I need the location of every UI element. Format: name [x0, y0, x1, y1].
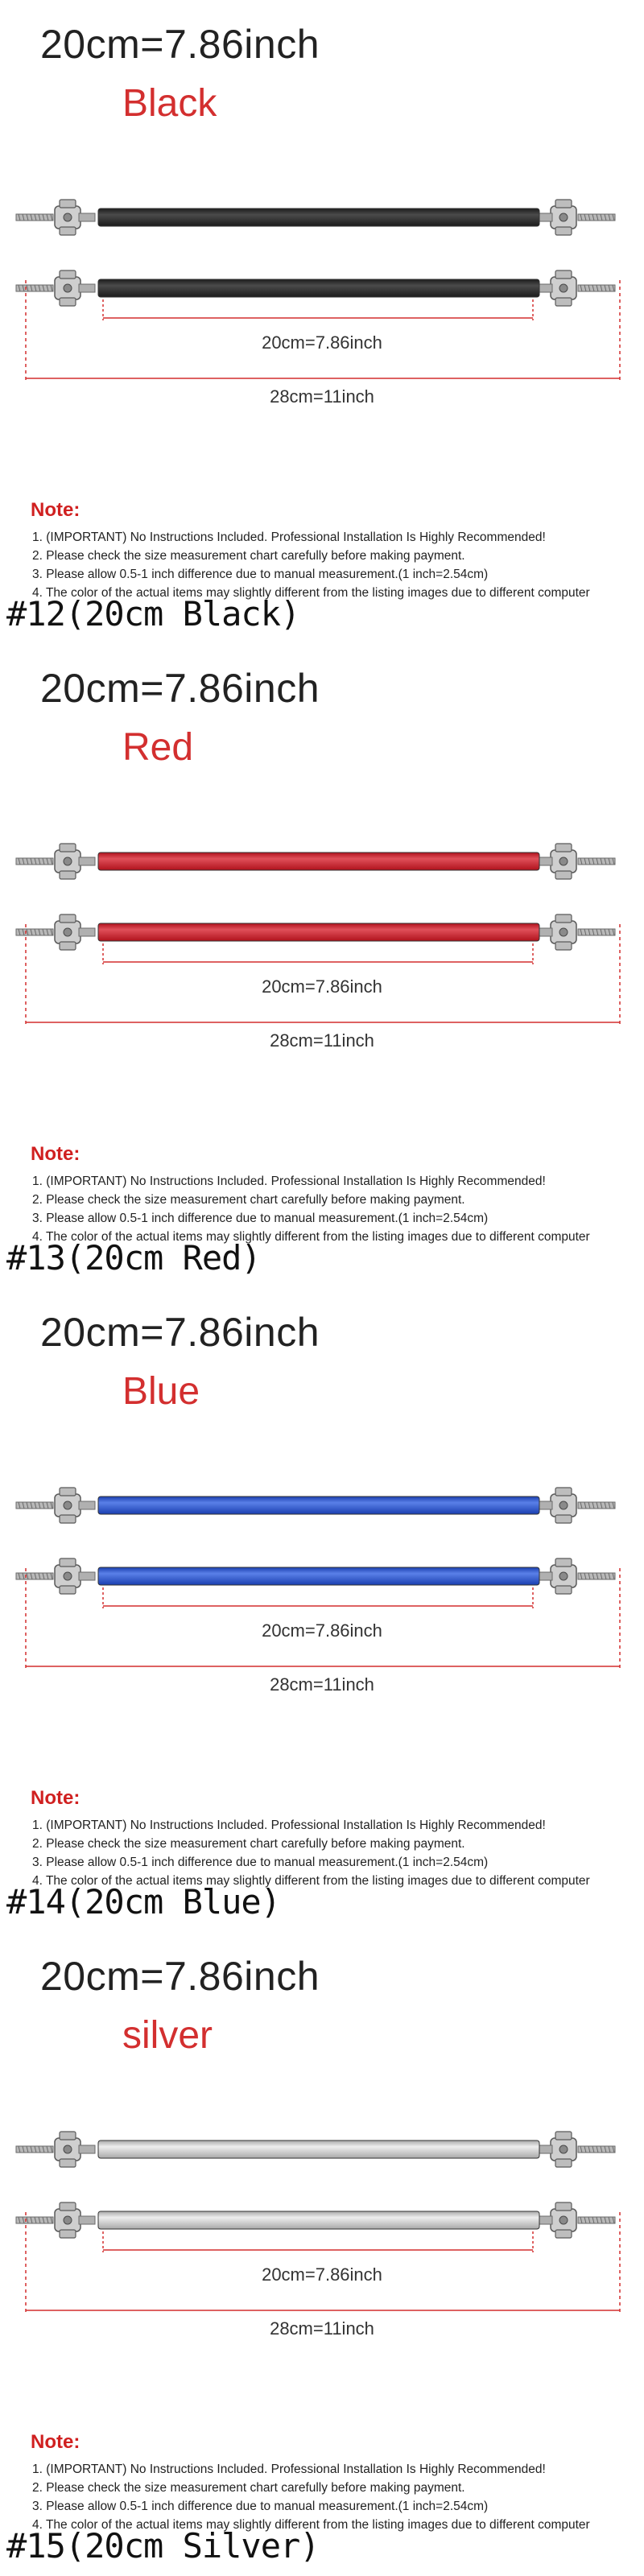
clamp-bottom-nut	[60, 1586, 76, 1594]
inner-dimension-line	[103, 2231, 533, 2252]
clamp-pivot	[559, 1572, 568, 1580]
rod-end-fitting	[536, 2132, 615, 2167]
note-item: 4. The color of the actual items may slightly different from the listing images due to different computer	[32, 586, 590, 600]
rod-stud	[79, 1501, 95, 1509]
clamp-top-nut	[555, 2132, 572, 2140]
note-item: 1. (IMPORTANT) No Instructions Included. Professional Installation Is Highly Recommended!	[32, 2462, 546, 2476]
note-title: Note:	[31, 2431, 80, 2453]
size-title: 20cm=7.86inch	[40, 22, 320, 67]
support-rod	[16, 270, 615, 306]
color-title: Black	[122, 82, 217, 125]
rod-end-fitting	[536, 270, 615, 306]
clamp-bottom-nut	[555, 1586, 572, 1594]
rod-end-fitting	[16, 914, 95, 950]
note-title: Note:	[31, 1787, 80, 1809]
clamp-top-nut	[555, 2202, 572, 2211]
rod-tube	[98, 2140, 539, 2158]
note-item: 3. Please allow 0.5-1 inch difference due to manual measurement.(1 inch=2.54cm)	[32, 568, 489, 581]
rod-end-fitting	[16, 200, 95, 235]
clamp-pivot	[64, 1501, 72, 1509]
clamp-top-nut	[60, 914, 76, 923]
rod-end-fitting	[536, 1558, 615, 1594]
size-title: 20cm=7.86inch	[40, 1954, 320, 1999]
rod-end-fitting	[536, 2202, 615, 2238]
product-panel-blue	[0, 1288, 644, 1932]
color-title: silver	[122, 2014, 213, 2057]
clamp-bottom-nut	[60, 2159, 76, 2167]
rod-tube	[98, 2211, 539, 2229]
rod-end-fitting	[16, 844, 95, 879]
clamp-pivot	[64, 857, 72, 865]
clamp-bottom-nut	[60, 1515, 76, 1523]
clamp-top-nut	[555, 200, 572, 208]
note-item: 1. (IMPORTANT) No Instructions Included. Professional Installation Is Highly Recommended!	[32, 1174, 546, 1188]
note-title: Note:	[31, 499, 80, 521]
clamp-pivot	[64, 1572, 72, 1580]
clamp-pivot	[64, 284, 72, 292]
rod-tube	[98, 923, 539, 941]
inner-dimension-line	[103, 943, 533, 964]
variant-caption: #15(20cm Silver)	[6, 2526, 320, 2566]
note-title: Note:	[31, 1143, 80, 1165]
rod-end-fitting	[16, 2132, 95, 2167]
support-rod	[16, 1558, 615, 1594]
inner-dimension-label: 20cm=7.86inch	[262, 1620, 382, 1641]
clamp-bottom-nut	[555, 2159, 572, 2167]
rod-tube	[98, 1496, 539, 1514]
support-rod	[16, 844, 615, 879]
clamp-pivot	[64, 928, 72, 936]
note-item: 1. (IMPORTANT) No Instructions Included. Professional Installation Is Highly Recommended!	[32, 530, 546, 544]
rod-end-fitting	[16, 270, 95, 306]
clamp-pivot	[559, 284, 568, 292]
inner-dimension-line	[103, 299, 533, 320]
clamp-pivot	[64, 213, 72, 221]
rod-stud	[79, 928, 95, 936]
clamp-top-nut	[60, 270, 76, 279]
clamp-pivot	[64, 2216, 72, 2224]
note-item: 4. The color of the actual items may slightly different from the listing images due to different computer	[32, 1874, 590, 1888]
note-item: 2. Please check the size measurement chart carefully before making payment.	[32, 1837, 465, 1851]
clamp-top-nut	[60, 2202, 76, 2211]
clamp-top-nut	[60, 1558, 76, 1567]
size-title: 20cm=7.86inch	[40, 1310, 320, 1355]
rod-end-fitting	[16, 1558, 95, 1594]
rod-stud	[79, 2216, 95, 2224]
rod-diagram	[0, 1465, 644, 1707]
note-item: 1. (IMPORTANT) No Instructions Included. Professional Installation Is Highly Recommended!	[32, 1818, 546, 1832]
support-rod	[16, 914, 615, 950]
clamp-top-nut	[555, 1488, 572, 1496]
note-list	[32, 528, 590, 602]
rod-end-fitting	[16, 2202, 95, 2238]
clamp-top-nut	[60, 844, 76, 852]
variant-caption: #14(20cm Blue)	[6, 1882, 281, 1922]
rod-tube	[98, 1567, 539, 1585]
note-item: 2. Please check the size measurement chart carefully before making payment.	[32, 2481, 465, 2495]
clamp-pivot	[64, 2145, 72, 2153]
rod-stud	[79, 284, 95, 292]
clamp-top-nut	[60, 2132, 76, 2140]
note-list	[32, 1172, 590, 1246]
rod-tube	[98, 208, 539, 226]
inner-dimension-label: 20cm=7.86inch	[262, 332, 382, 353]
rod-tube	[98, 852, 539, 870]
support-rod	[16, 200, 615, 235]
outer-dimension-label: 28cm=11inch	[270, 2318, 374, 2339]
clamp-bottom-nut	[555, 2230, 572, 2238]
clamp-bottom-nut	[555, 871, 572, 879]
inner-dimension-label: 20cm=7.86inch	[262, 2264, 382, 2285]
size-title: 20cm=7.86inch	[40, 666, 320, 711]
rod-stud	[79, 213, 95, 221]
clamp-top-nut	[555, 270, 572, 279]
note-item: 4. The color of the actual items may slightly different from the listing images due to different computer	[32, 2518, 590, 2532]
rod-end-fitting	[536, 200, 615, 235]
clamp-pivot	[559, 213, 568, 221]
product-panel-red	[0, 644, 644, 1288]
inner-dimension-label: 20cm=7.86inch	[262, 976, 382, 997]
clamp-pivot	[559, 1501, 568, 1509]
clamp-pivot	[559, 857, 568, 865]
inner-dimension-line	[103, 1587, 533, 1608]
clamp-bottom-nut	[555, 942, 572, 950]
rod-diagram	[0, 177, 644, 419]
rod-end-fitting	[536, 844, 615, 879]
outer-dimension-label: 28cm=11inch	[270, 1674, 374, 1695]
rod-diagram	[0, 821, 644, 1063]
variant-caption: #13(20cm Red)	[6, 1238, 261, 1278]
rod-diagram	[0, 2109, 644, 2351]
clamp-bottom-nut	[60, 871, 76, 879]
color-title: Blue	[122, 1370, 200, 1413]
variant-caption: #12(20cm Black)	[6, 594, 300, 634]
product-panel-silver	[0, 1932, 644, 2576]
clamp-pivot	[559, 2216, 568, 2224]
outer-dimension-label: 28cm=11inch	[270, 386, 374, 407]
rod-stud	[79, 2145, 95, 2153]
clamp-top-nut	[60, 1488, 76, 1496]
clamp-bottom-nut	[60, 227, 76, 235]
clamp-bottom-nut	[555, 298, 572, 306]
note-list	[32, 2460, 590, 2534]
support-rod	[16, 2202, 615, 2238]
note-list	[32, 1816, 590, 1890]
clamp-bottom-nut	[555, 1515, 572, 1523]
support-rod	[16, 1488, 615, 1523]
note-item: 3. Please allow 0.5-1 inch difference due to manual measurement.(1 inch=2.54cm)	[32, 1856, 489, 1869]
clamp-pivot	[559, 928, 568, 936]
clamp-bottom-nut	[555, 227, 572, 235]
clamp-top-nut	[555, 844, 572, 852]
note-item: 2. Please check the size measurement chart carefully before making payment.	[32, 549, 465, 563]
note-item: 3. Please allow 0.5-1 inch difference due to manual measurement.(1 inch=2.54cm)	[32, 1212, 489, 1225]
note-item: 3. Please allow 0.5-1 inch difference due to manual measurement.(1 inch=2.54cm)	[32, 2500, 489, 2513]
rod-end-fitting	[536, 914, 615, 950]
clamp-bottom-nut	[60, 2230, 76, 2238]
note-item: 2. Please check the size measurement chart carefully before making payment.	[32, 1193, 465, 1207]
clamp-top-nut	[555, 1558, 572, 1567]
clamp-pivot	[559, 2145, 568, 2153]
rod-stud	[79, 1572, 95, 1580]
clamp-top-nut	[60, 200, 76, 208]
product-panel-black	[0, 0, 644, 644]
clamp-bottom-nut	[60, 942, 76, 950]
rod-tube	[98, 279, 539, 297]
clamp-bottom-nut	[60, 298, 76, 306]
rod-stud	[79, 857, 95, 865]
rod-end-fitting	[16, 1488, 95, 1523]
clamp-top-nut	[555, 914, 572, 923]
outer-dimension-label: 28cm=11inch	[270, 1030, 374, 1051]
rod-end-fitting	[536, 1488, 615, 1523]
note-item: 4. The color of the actual items may slightly different from the listing images due to different computer	[32, 1230, 590, 1244]
support-rod	[16, 2132, 615, 2167]
color-title: Red	[122, 726, 194, 769]
